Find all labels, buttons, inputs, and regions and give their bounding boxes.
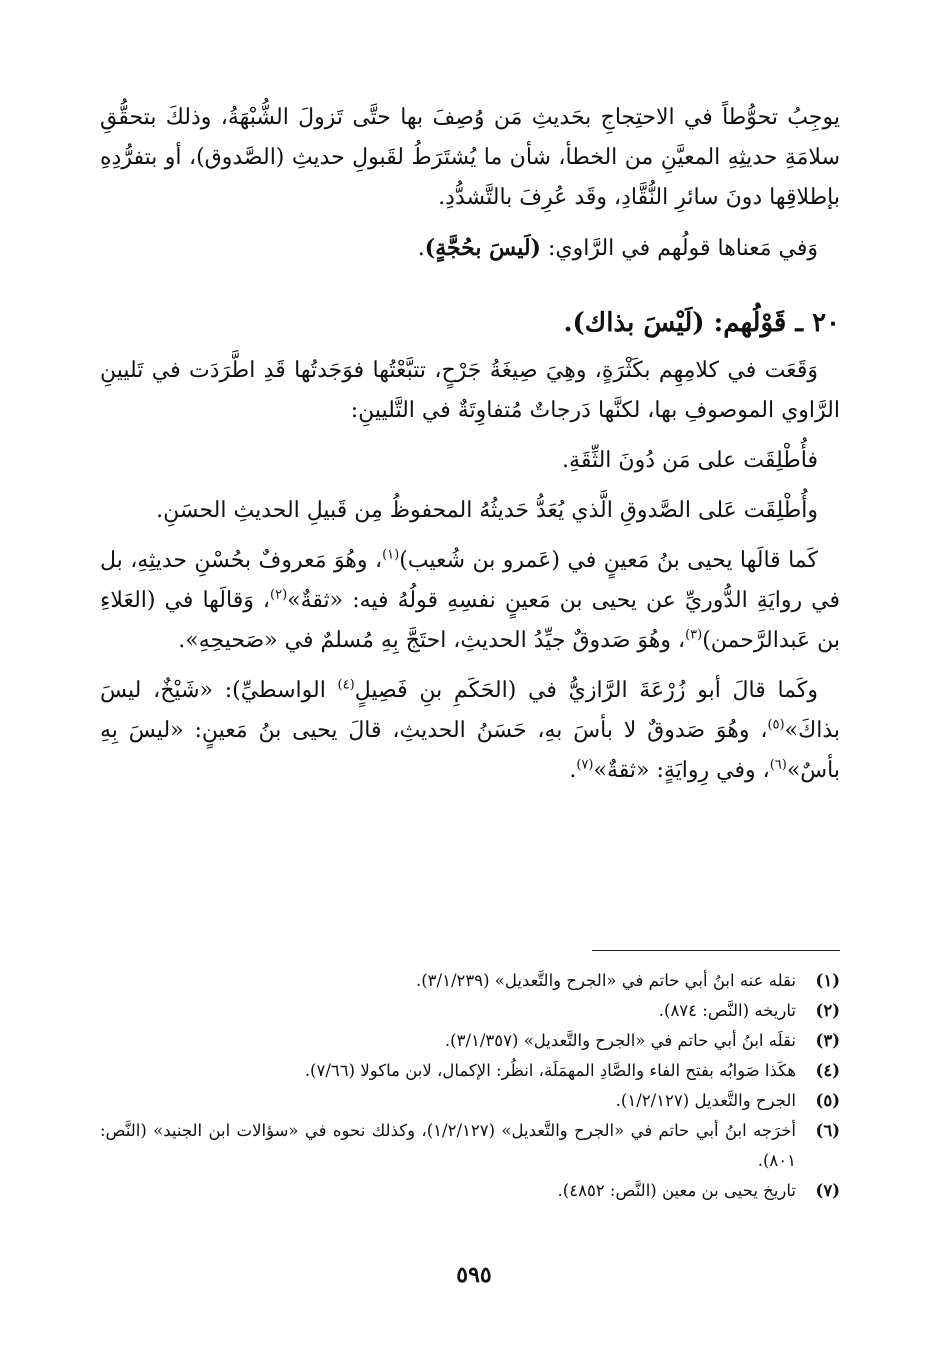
footnote-ref-4: (٤) xyxy=(337,677,355,693)
paragraph-2-text: وَفي مَعناها قولُهم في الرَّاوي: xyxy=(540,236,818,261)
footnote-text: هكَذا صَوابُه بفتح الفاء والصَّادِ المهمَلَة، انظُر: الإكمال، لابن ماكولا (٧/٦٦). xyxy=(304,1061,796,1080)
paragraph-6-part: ، وهُوَ مَعروفٌ بحُسْنِ حديثِهِ، بل في روايَةِ الدُّوريِّ عن يحيى بن مَعينٍ نفسِهِ قولُهُ فيه: «ثقةٌ» xyxy=(100,548,840,613)
paragraph-3: وَقَعَت في كلامِهِم بكَثْرَةٍ، وهِيَ صِيغَةُ جَرْحٍ، تتبَّعْتُها فوَجَدتُها قَدِ اطَّرَدَت في تَليينِ الرَّاوي الموصوفِ بها، لكنَّها دَرجاتٌ مُتفاوِتَةٌ في التَّليينِ: xyxy=(100,358,840,423)
footnote-text: الجرح والتَّعديل (١/٢/١٢٧). xyxy=(615,1091,796,1110)
footnotes xyxy=(100,966,840,1206)
page-number: ٥٩٥ xyxy=(456,1262,492,1288)
paragraph-5: وأُطْلِقَت عَلى الصَّدوقِ الَّذي يُعَدُّ حَديثُهُ المحفوظُ مِن قَبيلِ الحديثِ الحسَنِ. xyxy=(156,498,818,523)
footnote-text: أخرَجه ابنُ أبي حاتم في «الجرح والتَّعديل» (١/٢/١٢٧)، وكذلك نحوه في «سؤالات ابن الجنيد» (النَّص: ٨٠١). xyxy=(100,1121,797,1170)
footnote-number: (١) xyxy=(815,971,840,990)
footnote-number: (٥) xyxy=(815,1091,840,1110)
footnote-text: نقلَه ابنُ أبي حاتم في «الجرح والتَّعديل» (٣/١/٣٥٧). xyxy=(444,1031,796,1050)
paragraph-7-part: ، وفي رِوايَةٍ: «ثقةٌ» xyxy=(593,758,770,783)
footnote-divider xyxy=(592,950,840,951)
footnote-number: (٦) xyxy=(815,1121,840,1140)
section-heading: ٢٠ ـ قَوْلُهم: (لَيْسَ بذاك). xyxy=(563,308,840,338)
footnote-number: (٤) xyxy=(815,1061,840,1080)
footnote-item xyxy=(100,996,840,1026)
footnote-text: تاريخ يحيى بن معين (النَّص: ٤٨٥٢). xyxy=(557,1181,796,1200)
paragraph-6 xyxy=(100,541,840,661)
footnote-item xyxy=(100,1026,840,1056)
footnote-number: (٢) xyxy=(815,1001,840,1020)
footnote-number: (٧) xyxy=(815,1181,840,1200)
footnote-number: (٣) xyxy=(815,1031,840,1050)
paragraph-7-part: ، وهُوَ صَدوقٌ لا بأسَ بهِ، حَسَنُ الحديثِ، قالَ يحيى بنُ مَعينٍ: «ليسَ بِهِ بأسٌ» xyxy=(100,718,840,783)
paragraph-4: فأُطْلِقَت على مَن دُونَ الثِّقَةِ. xyxy=(562,448,818,473)
paragraph-6-part: ، وَقالَها في (العَلاءِ بن عَبدالرَّحمن) xyxy=(100,588,840,653)
footnote-ref-1: (١) xyxy=(382,547,400,563)
paragraph-7-part: الواسطيِّ): «شَيْخٌ، ليسَ بذاكَ» xyxy=(100,678,840,743)
footnote-item xyxy=(100,1086,840,1116)
footnote-item xyxy=(100,1116,840,1176)
paragraph-6-part: كَما قالَها يحيى بنُ مَعينٍ في (عَمرو بن شُعيب) xyxy=(399,548,818,573)
footnote-item xyxy=(100,1056,840,1086)
paragraph-2-end: . xyxy=(417,236,425,261)
footnote-text: تاريخه (النَّص: ٨٧٤). xyxy=(658,1001,796,1020)
footnote-ref-5: (٥) xyxy=(767,717,785,733)
footnote-ref-2: (٢) xyxy=(270,587,288,603)
paragraph-2-bold-term: (لَيسَ بحُجَّةٍ) xyxy=(424,235,541,261)
footnote-item xyxy=(100,1176,840,1206)
footnote-ref-3: (٣) xyxy=(685,627,703,643)
paragraph-7 xyxy=(100,671,840,791)
main-text xyxy=(100,98,840,791)
paragraph-1: يوجِبُ تحوُّطاً في الاحتِجاجِ بحَديثِ مَن وُصِفَ بها حتَّى تَزولَ الشُّبْهَةُ، وذلكَ بتحقُّقِ سلامَةِ حديثِهِ المعيَّنِ من الخطأ، شأن ما يُشتَرَطُ لقَبولِ حديثِ (الصَّدوق)، أو بتفرُّدِهِ بإطلاقِها دونَ سائرِ النُّقَّادِ، وقَد عُرِفَ بالتَّشدُّدِ. xyxy=(100,105,840,210)
footnote-ref-7: (٧) xyxy=(576,757,594,773)
paragraph-7-part: وكَما قالَ أبو زُرْعَةَ الرَّازيُّ في (الحَكَمِ بنِ فَصِيلٍ xyxy=(354,678,819,703)
paragraph-6-part: ، وهُوَ صَدوقٌ جيِّدُ الحديثِ، احتَجَّ بِهِ مُسلمٌ في «صَحيحِهِ». xyxy=(178,628,686,653)
footnote-item xyxy=(100,966,840,996)
paragraph-7-part: . xyxy=(569,758,577,783)
footnote-text: نقله عنه ابنُ أبي حاتم في «الجرح والتَّعديل» (٣/١/٢٣٩). xyxy=(415,971,796,990)
footnote-ref-6: (٦) xyxy=(769,757,787,773)
paragraph-2 xyxy=(100,228,840,269)
